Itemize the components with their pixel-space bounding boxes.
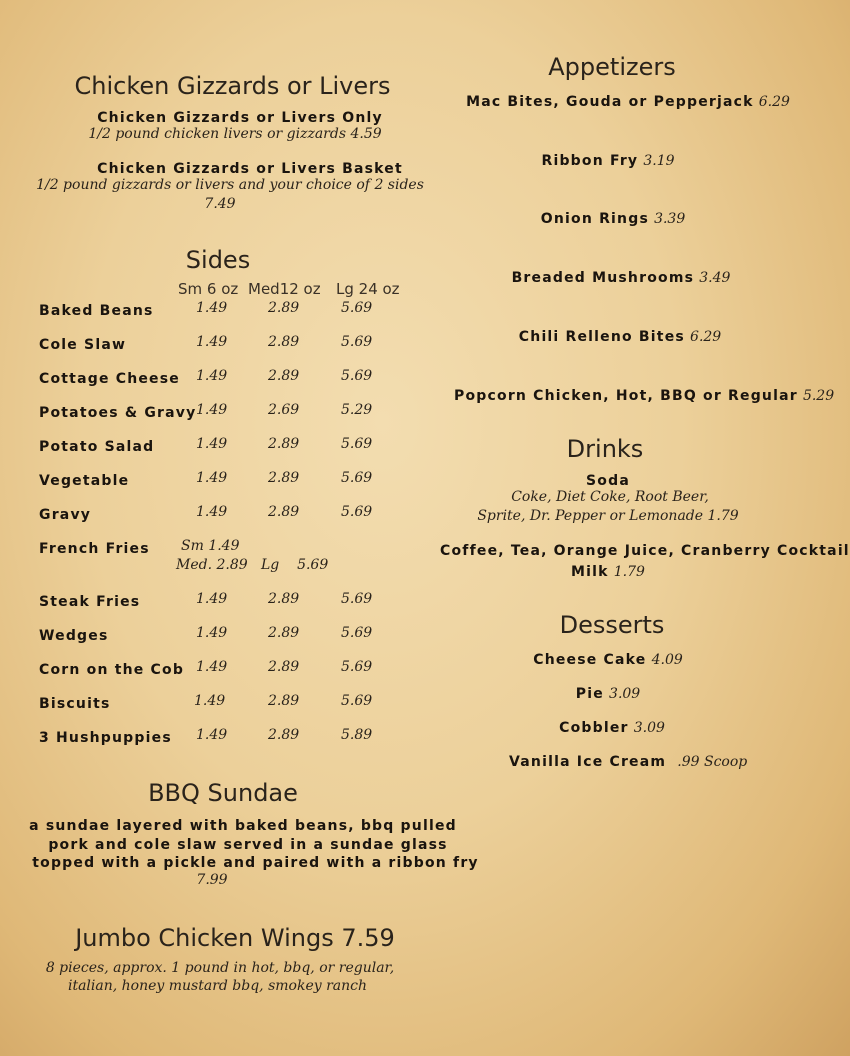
appetizer-name: Onion Rings [540,211,649,227]
appetizer-price: 3.39 [654,211,686,227]
side-price-sm: 1.49 [196,436,228,452]
gizzards-basket-desc: 1/2 pound gizzards or livers and your choice of 2 sides [36,177,424,193]
bbq-sundae-desc-line1: a sundae layered with baked beans, bbq pulled [29,818,457,834]
side-price-sm: 1.49 [196,402,228,418]
appetizer-item [433,267,809,286]
appetizer-name: Breaded Mushrooms [511,270,695,286]
side-name: Corn on the Cob [39,662,185,678]
drinks-title: Drinks [566,435,644,463]
side-price-med: 2.89 [268,504,300,520]
dessert-item [468,683,748,702]
side-name: 3 Hushpuppies [39,730,172,746]
french-fries-price-line1: Sm 1.49 [181,538,240,554]
soda-desc-line2: Sprite, Dr. Pepper or Lemonade 1.79 [477,508,739,524]
side-price-sm: 1.49 [196,334,228,350]
side-price-lg: 5.69 [341,693,373,709]
side-price-sm: 1.49 [196,504,228,520]
side-name: Biscuits [39,696,111,712]
side-price-sm: 1.49 [196,470,228,486]
side-price-med: 2.69 [268,402,300,418]
sides-title: Sides [185,246,251,274]
appetizer-item [425,208,801,227]
bbq-sundae-title: BBQ Sundae [148,779,298,807]
dessert-item [509,751,747,770]
side-price-lg: 5.89 [341,727,373,743]
side-price-sm: 1.49 [196,625,228,641]
side-price-med: 2.89 [268,470,300,486]
milk-price: 1.79 [613,564,645,580]
gizzards-basket-price: 7.49 [204,196,236,212]
appetizers-title: Appetizers [548,53,676,81]
dessert-name: Pie [575,686,604,702]
appetizer-price: 6.29 [690,329,722,345]
dessert-name: Cobbler [559,720,629,736]
appetizer-price: 3.19 [643,153,675,169]
side-price-lg: 5.69 [341,504,373,520]
side-price-med: 2.89 [268,300,300,316]
desserts-title: Desserts [559,611,665,639]
side-price-med: 2.89 [268,727,300,743]
bbq-sundae-price: 7.99 [196,872,228,888]
side-price-lg: 5.69 [341,300,373,316]
side-price-med: 2.89 [268,591,300,607]
appetizer-name: Popcorn Chicken, Hot, BBQ or Regular [454,388,798,404]
sides-header-lg: Lg 24 oz [336,280,400,298]
side-price-lg: 5.69 [341,659,373,675]
side-price-med: 2.89 [268,659,300,675]
bbq-sundae-desc-line2: pork and cole slaw served in a sundae glass [48,837,448,853]
side-name: Cole Slaw [39,337,127,353]
side-name: Steak Fries [39,594,141,610]
side-price-sm: 1.49 [196,727,228,743]
soda-desc-line1: Coke, Diet Coke, Root Beer, [511,489,709,505]
dessert-item [472,717,752,736]
milk-name: Milk [571,564,609,580]
side-name: Vegetable [39,473,130,489]
wings-title: Jumbo Chicken Wings 7.59 [75,924,395,952]
side-name: Baked Beans [39,303,154,319]
side-name: Potatoes & Gravy [39,405,197,421]
side-price-sm: 1.49 [196,659,228,675]
dessert-name: Cheese Cake [533,652,647,668]
dessert-item [468,649,748,668]
side-price-lg: 5.69 [341,591,373,607]
wings-desc-line1: 8 pieces, approx. 1 pound in hot, bbq, or regular, [45,960,395,976]
side-price-med: 2.89 [268,625,300,641]
milk-item [571,561,645,580]
side-name: Cottage Cheese [39,371,180,387]
side-price-sm: 1.49 [196,300,228,316]
french-fries-price-line2: Med. 2.89 Lg 5.69 [176,557,329,573]
dessert-price: 4.09 [651,652,683,668]
sides-header-med: Med12 oz [248,280,321,298]
gizzards-only-desc: 1/2 pound chicken livers or gizzards 4.59 [88,126,382,142]
coffee-tea-juice-name: Coffee, Tea, Orange Juice, Cranberry Cocktail [440,543,850,559]
side-price-lg: 5.29 [341,402,373,418]
appetizer-price: 5.29 [802,388,835,404]
dessert-price: 3.09 [633,720,665,736]
wings-desc-line2: italian, honey mustard bbq, smokey ranch [67,978,368,994]
gizzards-only-name: Chicken Gizzards or Livers Only [97,110,383,126]
appetizer-name: Mac Bites, Gouda or Pepperjack [466,94,754,110]
sides-header-sm: Sm 6 oz [178,280,239,298]
appetizer-item [420,150,796,169]
gizzards-title: Chicken Gizzards or Livers [74,72,391,100]
side-price-med: 2.89 [268,436,300,452]
appetizer-item [440,91,816,110]
bbq-sundae-desc-line3: topped with a pickle and paired with a ribbon fry [32,855,479,871]
side-price-lg: 5.69 [341,334,373,350]
appetizer-item [432,326,808,345]
appetizer-price: 6.29 [758,94,790,110]
appetizer-name: Ribbon Fry [541,153,639,169]
side-price-lg: 5.69 [341,470,373,486]
dessert-price: .99 Scoop [677,754,748,770]
side-name-french-fries: French Fries [39,541,150,557]
side-price-sm: 1.49 [194,693,226,709]
side-price-med: 2.89 [268,693,300,709]
side-price-lg: 5.69 [341,625,373,641]
appetizer-name: Chili Relleno Bites [518,329,685,345]
side-name: Gravy [39,507,92,523]
dessert-price: 3.09 [609,686,641,702]
side-price-sm: 1.49 [196,368,228,384]
soda-name: Soda [586,473,630,489]
gizzards-basket-name: Chicken Gizzards or Livers Basket [97,161,403,177]
side-name: Wedges [39,628,109,644]
side-price-lg: 5.69 [341,436,373,452]
appetizer-price: 3.49 [699,270,731,286]
side-name: Potato Salad [39,439,155,455]
dessert-name: Vanilla Ice Cream [509,754,667,770]
appetizer-item [454,385,834,404]
side-price-med: 2.89 [268,368,300,384]
side-price-lg: 5.69 [341,368,373,384]
side-price-med: 2.89 [268,334,300,350]
side-price-sm: 1.49 [196,591,228,607]
